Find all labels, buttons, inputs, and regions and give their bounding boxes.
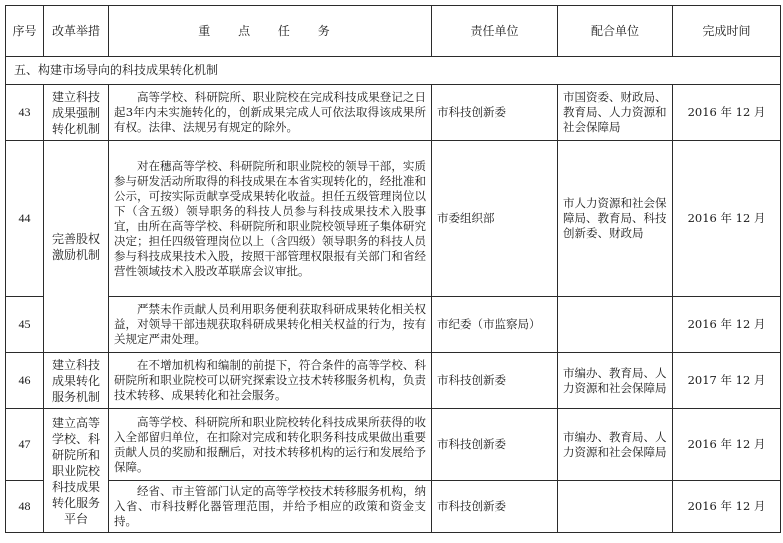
row-measure: 建立科技成果强制转化机制 [44,85,109,141]
section-title: 五、构建市场导向的科技成果转化机制 [6,57,781,85]
table-row [6,297,781,353]
row-coop: 市编办、教育局、人力资源和社会保障局 [558,409,673,481]
row-time: 2017 年 12 月 [673,353,781,409]
row-time: 2016 年 12 月 [673,141,781,297]
row-measure: 完善股权激励机制 [44,141,109,353]
row-resp: 市科技创新委 [432,353,558,409]
row-time: 2016 年 12 月 [673,481,781,533]
row-num: 45 [6,297,44,353]
row-task: 经省、市主管部门认定的高等学校技术转移服务机构，纳入省、市科技孵化器管理范围，并给予相应的政策和资金支持。 [109,481,432,533]
row-num: 47 [6,409,44,481]
header-time: 完成时间 [673,6,781,57]
row-resp: 市科技创新委 [432,409,558,481]
header-task: 重 点 任 务 [109,6,432,57]
table-row [6,141,781,297]
section-row [6,57,781,85]
row-task: 高等学校、科研院所和职业院校转化科技成果所获得的收入全部留归单位，在扣除对完成和转化职务科技成果做出重要贡献人员的奖励和报酬后，对技术转移机构的运行和发展给予保障。 [109,409,432,481]
row-measure: 建立科技成果转化服务机制 [44,353,109,409]
row-resp: 市科技创新委 [432,481,558,533]
row-measure: 建立高等学校、科研院所和职业院校科技成果转化服务平台 [44,409,109,533]
row-resp: 市委组织部 [432,141,558,297]
row-time: 2016 年 12 月 [673,297,781,353]
table-row [6,85,781,141]
header-resp: 责任单位 [432,6,558,57]
row-coop [558,481,673,533]
row-task: 在不增加机构和编制的前提下，符合条件的高等学校、科研院所和职业院校可以研究探索设立技术转移服务机构，负责技术转移、成果转化和社会服务。 [109,353,432,409]
row-resp: 市纪委（市监察局） [432,297,558,353]
table-row [6,409,781,481]
row-task: 对在穗高等学校、科研院所和职业院校的领导干部，实质参与研发活动所取得的科技成果在本省实现转化的，经批准和公示，可按实际贡献享受成果转化收益。担任五级管理岗位以下（含五级）领导职务的科技人员参与科技成果技术入股事宜，由所在高等学校、科研院所和职业院校领导班子集体研究决定；担任四级管理岗位以上（含四级）领导职务的科技人员参与科技成果技术入股，按照干部管理权限报有关部门和省经营性领域技术入股改革联席会议审批。 [109,141,432,297]
row-coop: 市人力资源和社会保障局、教育局、科技创新委、财政局 [558,141,673,297]
header-num: 序号 [6,6,44,57]
header-measure: 改革举措 [44,6,109,57]
row-task: 高等学校、科研院所、职业院校在完成科技成果登记之日起3年内未实施转化的，创新成果完成人可依法取得该成果所有权。法律、法规另有规定的除外。 [109,85,432,141]
row-task: 严禁未作贡献人员利用职务便利获取科研成果转化相关权益，对领导干部违规获取科研成果转化相关权益的行为，按有关规定严肃处理。 [109,297,432,353]
row-num: 46 [6,353,44,409]
row-coop: 市国资委、财政局、教育局、人力资源和社会保障局 [558,85,673,141]
reform-task-table [5,5,781,533]
row-num: 44 [6,141,44,297]
row-time: 2016 年 12 月 [673,409,781,481]
table-row [6,481,781,533]
row-resp: 市科技创新委 [432,85,558,141]
header-coop: 配合单位 [558,6,673,57]
row-coop [558,297,673,353]
row-num: 43 [6,85,44,141]
header-row [6,6,781,57]
row-time: 2016 年 12 月 [673,85,781,141]
row-coop: 市编办、教育局、人力资源和社会保障局 [558,353,673,409]
row-num: 48 [6,481,44,533]
table-row [6,353,781,409]
